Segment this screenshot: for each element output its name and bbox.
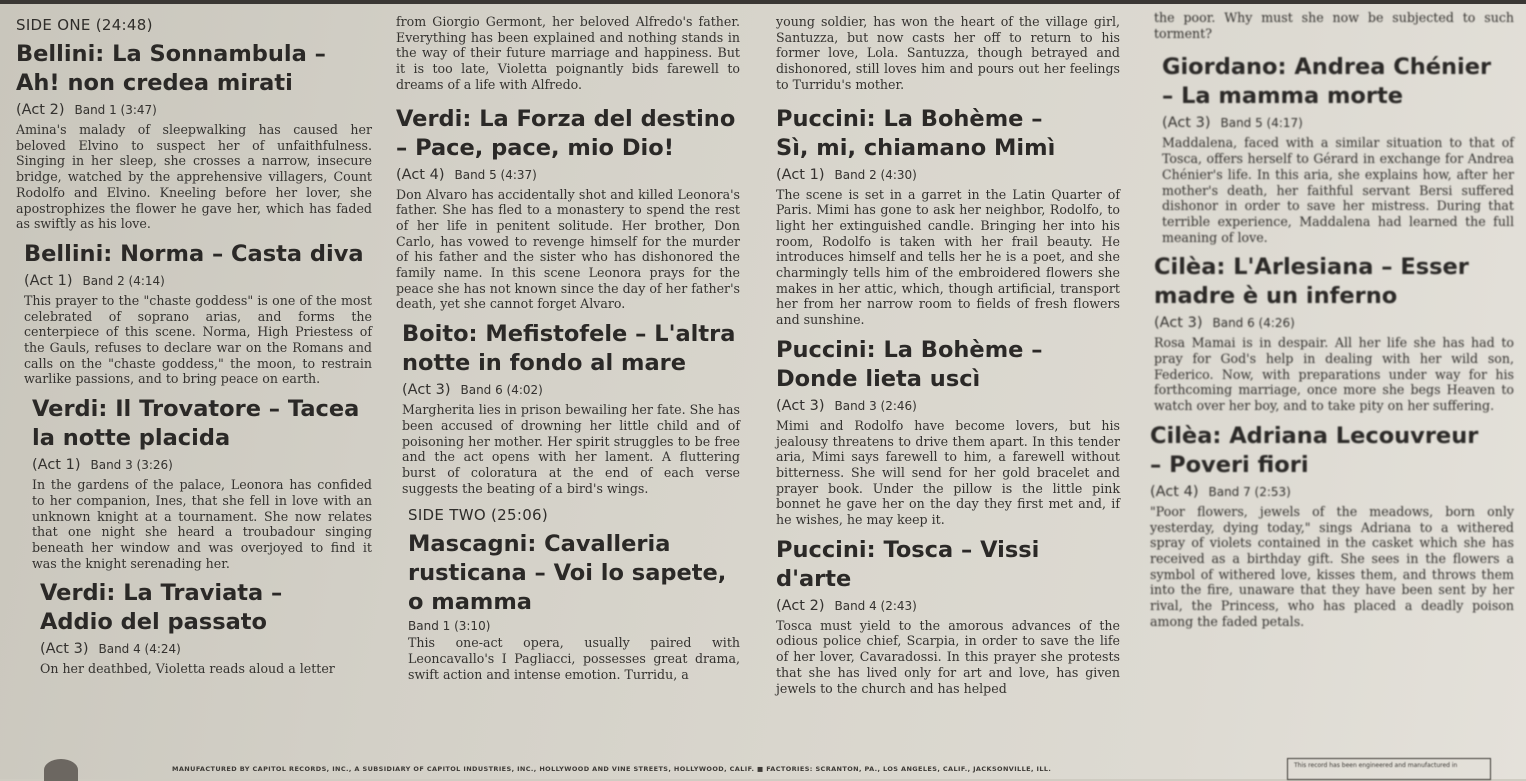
act-label: (Act 4) [1150,483,1199,500]
act-label: (Act 3) [402,382,451,399]
track-title: – La mamma morte [1162,83,1403,110]
track-description: Don Alvaro has accidentally shot and killed Leonora's father. She has fled to a monastery to spend the rest of her life in penitent solitude. Her brother, Don Carlo, has vowed to revenge himself for the murder of his father and the sister who has dishonored the family name. In this scene Leonora prays for the peace she has not known since the day of her father's death, yet she cannot forget Alvaro. [396,186,740,312]
track-description: This prayer to the "chaste goddess" is one of the most celebrated of soprano arias, and forms the centerpiece of this scene. Norma, High Priestess of the Gauls, refuses to declare war on the Romans and calls on the "chaste goddess," the moon, to restrain warlike passions, and to bring peace on earth. [24,292,372,387]
band-label: Band 2 (4:30) [834,167,917,182]
track-description: In the gardens of the palace, Leonora has confided to her companion, Ines, that she fell in love with an unknown knight at a tournament. She now relates that one night she heard a troubadour singing beneath her window and was overjoyed to find it was the knight serenading her. [32,477,372,571]
track-description: The scene is set in a garret in the Latin Quarter of Paris. Mimi has gone to ask her neighbor, Rodolfo, to light her extinguished candle. Bringing her into his room, Rodolfo is taken with her frail beauty. He introduces himself and tells her he is a poet, and she charmingly tells him of the embroidered flowers she makes in her attic, which, though artificial, transport her from her narrow room to fields of fresh flowers and sunshine. [776,186,1120,328]
track-description: This one-act opera, usually paired with Leoncavallo's I Pagliacci, possesses great drama, swift action and intense emotion. Turridu, a [408,635,740,682]
track-adriana [1150,422,1514,630]
top-rule [0,0,1526,4]
track-title: o mamma [408,589,532,616]
act-label: (Act 1) [32,457,81,474]
track-title: la notte placida [32,425,231,452]
track-boheme-donde [776,336,1120,528]
track-title: – Pace, pace, mio Dio! [396,134,674,161]
band-label: Band 5 (4:17) [1220,116,1303,131]
track-trovatore [32,395,372,571]
track-chenier [1162,53,1514,245]
band-label: Band 3 (3:26) [90,458,173,473]
band-label: Band 1 (3:47) [74,103,157,117]
band-label: Band 3 (2:46) [834,398,917,413]
act-label: (Act 3) [40,641,89,658]
act-label: (Act 3) [1154,315,1203,332]
track-boheme-mimi [776,105,1120,328]
track-title: – Poveri fiori [1150,451,1309,478]
capitol-logo [44,759,78,781]
band-label: Band 7 (2:53) [1208,484,1291,499]
act-label: (Act 2) [776,597,825,614]
track-description-continued: from Giorgio Germont, her beloved Alfredo's father. Everything has been explained and nothing stands in the way of their future marriage and happiness. But it is too late, Violetta poignantly bids farewell to dreams of a life with Alfredo. [396,14,740,92]
track-title: Cilèa: Adriana Lecouvreur [1150,422,1479,449]
band-label: Band 5 (4:37) [454,167,537,182]
track-title: Donde lieta uscì [776,365,981,392]
track-description: Margherita lies in prison bewailing her fate. She has been accused of drowning her little child and of poisoning her mother. Her spirit struggles to be free and the act opens with her lament. A fluttering burst of coloratura at the end of each verse suggests the beating of a bird's wings. [402,402,740,496]
track-mefistofele [402,320,740,496]
track-description: Maddalena, faced with a similar situation to that of Tosca, offers herself to Gérard in exchange for Andrea Chénier's life. In this aria, she explains how, after her mother's death, her faithful servant Bersi suffered dishonor in order to save her mistress. During that terrible experience, Maddalena had learned the full meaning of love. [1162,135,1514,245]
track-title: Cilèa: L'Arlesiana – Esser [1154,254,1469,281]
track-description: Amina's malady of sleepwalking has caused her beloved Elvino to suspect her of unfaithfulness. Singing in her sleep, she crosses a narrow, insecure bridge, watched by the apprehensive villagers, Count Rodolfo and Elvino. Kneeling before her lover, she apostrophizes the flower he gave her, which has faded as swiftly as his love. [16,122,372,232]
track-title: Bellini: Norma – Casta diva [24,240,364,267]
act-label: (Act 1) [24,272,73,289]
column-3 [776,6,1120,704]
column-2 [396,6,740,690]
track-tosca [776,536,1120,697]
track-norma [24,240,372,387]
side-one-label: SIDE ONE (24:48) [16,16,153,34]
track-title: Boito: Mefistofele – L'altra [402,321,736,348]
act-label: (Act 4) [396,166,445,183]
track-traviata [40,579,372,677]
track-title: rusticana – Voi lo sapete, [408,560,727,587]
track-description: Tosca must yield to the amorous advances of the odious police chief, Scarpia, in order to save the life of her lover, Cavaradossi. In this prayer she protests that she has lived only for art and love, has given jewels to the church and has helped [776,617,1120,696]
track-title: Puccini: La Bohème – [776,105,1043,132]
column-1 [16,6,372,685]
side-two-label: SIDE TWO (25:06) [408,506,549,525]
track-description: On her deathbed, Violetta reads aloud a letter [40,661,335,677]
track-sonnambula [16,40,372,232]
track-forza [396,105,740,313]
track-title: notte in fondo al mare [402,350,687,377]
track-title: Verdi: Il Trovatore – Tacea [32,396,360,423]
band-label: Band 2 (4:14) [82,273,165,288]
band-label: Band 4 (2:43) [834,598,917,613]
track-description: "Poor flowers, jewels of the meadows, born only yesterday, dying today," sings Adriana to a withered spray of violets contained in the casket which she has received as a birthday gift. She sees in the flowers a symbol of withered love, kisses them, and throws them into the fire, unaware that they have been sent by her rival, the Princess, who has placed a deadly poison among the faded petals. [1150,503,1514,629]
track-title: Ah! non credea mirati [16,70,293,96]
track-cavalleria [408,530,740,682]
track-description: Mimi and Rodolfo have become lovers, but his jealousy threatens to drive them apart. In this tender aria, Mimi says farewell to him, a farewell without bitterness. She will send for her gold bracelet and prayer book. Under the pillow is the little pink bonnet he gave her on the day they first met and, if he wishes, he may keep it. [776,417,1120,528]
engineering-note-box: This record has been engineered and manufactured in [1287,758,1491,780]
track-title: madre è un inferno [1154,283,1398,310]
band-label: Band 6 (4:02) [460,383,543,398]
track-title: Giordano: Andrea Chénier [1162,54,1492,81]
track-description-continued: the poor. Why must she now be subjected to such torment? [1154,10,1514,41]
track-description-continued: young soldier, has won the heart of the village girl, Santuzza, but now casts her off to return to his former love, Lola. Santuzza, though betrayed and dishonored, still loves him and pours out her feelings to Turridu's mother. [776,14,1120,92]
manufacturer-footer: MANUFACTURED BY CAPITOL RECORDS, INC., A SUBSIDIARY OF CAPITOL INDUSTRIES, INC., HOLLYWOOD AND VINE STREETS, HOLLYWOOD, CALIF. ■ FACTORIES: SCRANTON, PA., LOS ANGELES, CALIF., JACKSONVILLE, ILL. [172,765,1052,773]
track-title: Addio del passato [40,609,268,636]
track-title: Bellini: La Sonnambula – [16,41,326,67]
track-title: Mascagni: Cavalleria [408,531,671,558]
track-title: Puccini: La Bohème – [776,336,1043,363]
track-title: Verdi: La Traviata – [40,580,283,607]
track-description: Rosa Mamai is in despair. All her life she has had to pray for God's help in dealing with her wild son, Federico. Now, with preparations under way for his forthcoming marriage, once more she begs Heaven to watch over her boy, and to take pity on her suffering. [1154,335,1514,414]
track-arlesiana [1154,253,1514,414]
track-title: Verdi: La Forza del destino [396,105,736,132]
act-label: (Act 3) [776,397,825,414]
band-label: Band 4 (4:24) [98,642,181,657]
track-title: Sì, mi, chiamano Mimì [776,134,1056,161]
band-label: Band 6 (4:26) [1212,316,1295,331]
act-label: (Act 3) [1162,115,1211,132]
band-label: Band 1 (3:10) [408,619,491,634]
column-4 [1150,6,1514,637]
track-title: Puccini: Tosca – Vissi d'arte [776,536,1040,592]
act-label: (Act 1) [776,166,825,183]
act-label: (Act 2) [16,102,65,118]
